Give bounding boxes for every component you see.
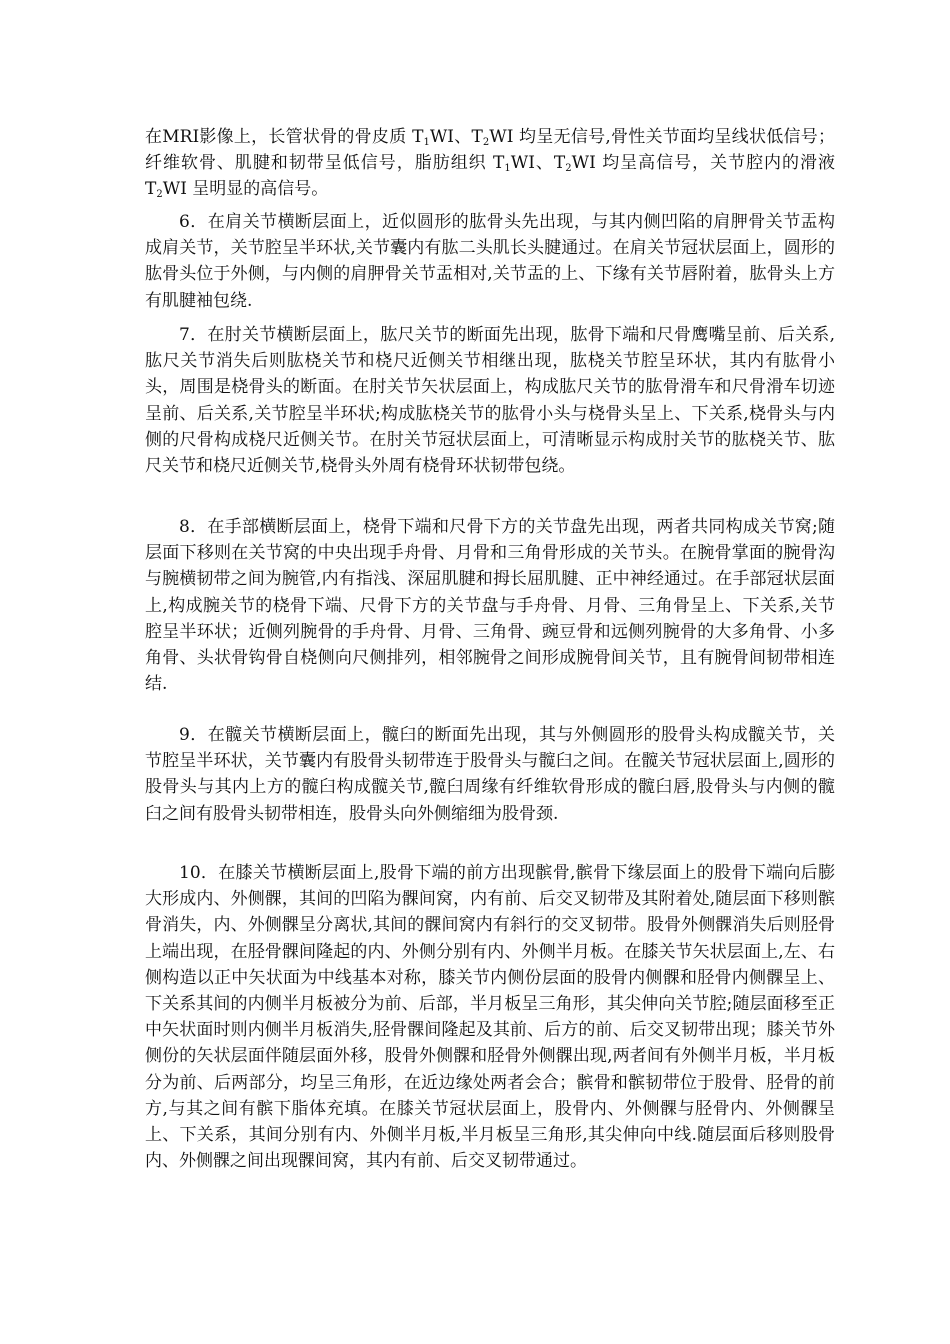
paragraph-mri-intro — [145, 124, 835, 203]
paragraph-text: 8．在手部横断层面上，桡骨下端和尺骨下方的关节盘先出现，两者共同构成关节窝;随层面下移则在关节窝的中央出现手舟骨、月骨和三角骨形成的关节头。在腕骨掌面的腕骨沟与腕横韧带之间为腕管,内有指浅、深屈肌腱和拇长屈肌腱、正中神经通过。在手部冠状层面上,构成腕关节的桡骨下端、尺骨下方的关节盘与手舟骨、月骨、三角骨呈上、下关系,关节腔呈半环状；近侧列腕骨的手舟骨、月骨、三角骨、豌豆骨和远侧列腕骨的大多角骨、小多角骨、头状骨钩骨自桡侧向尺侧排列，相邻腕骨之间形成腕骨间关节，且有腕骨间韧带相连结. — [145, 517, 835, 695]
paragraph-knee — [145, 860, 835, 1174]
text-run: 在MRI影像上，长管状骨的骨皮质 T — [145, 127, 424, 147]
subscript: 2 — [156, 189, 163, 201]
text-run: WI 均呈无信号,骨性关节面均呈线状低信号；纤维软骨、肌腱和韧带呈低信号，脂肪组织 T — [145, 127, 835, 174]
paragraph-hand — [145, 514, 835, 697]
paragraph-shoulder — [145, 209, 835, 314]
paragraph-text: 10．在膝关节横断层面上,股骨下端的前方出现髌骨,髌骨下缘层面上的股骨下端向后膨大形成内、外侧髁，其间的凹陷为髁间窝，内有前、后交叉韧带及其附着处,随层面下移则髌骨消失，内、外侧髁呈分离状,其间的髁间窝内有斜行的交叉韧带。股骨外侧髁消失后则胫骨上端出现，在胫骨髁间隆起的内、外侧分别有内、外侧半月板。在膝关节矢状层面上,左、右侧构造以正中矢状面为中线基本对称，膝关节内侧份层面的股骨内侧髁和胫骨内侧髁呈上、下关系其间的内侧半月板被分为前、后部，半月板呈三角形，其尖伸向关节腔;随层面移至正中矢状面时则内侧半月板消失,胫骨髁间隆起及其前、后方的前、后交叉韧带出现；膝关节外侧份的矢状层面伴随层面外移，股骨外侧髁和胫骨外侧髁出现,两者间有外侧半月板，半月板分为前、后两部分，均呈三角形，在近边缘处两者会合；髌骨和髌韧带位于股骨、胫骨的前方,与其之间有髌下脂体充填。在膝关节冠状层面上，股骨内、外侧髁与胫骨内、外侧髁呈上、下关系，其间分别有内、外侧半月板,半月板呈三角形,其尖伸向中线.随层面后移则股骨内、外侧髁之间出现髁间窝，其内有前、后交叉韧带通过。 — [145, 863, 835, 1172]
subscript: 2 — [565, 163, 572, 175]
subscript: 2 — [482, 137, 490, 148]
subscript: 1 — [423, 137, 430, 148]
paragraph-text: 6．在肩关节横断层面上，近似圆形的肱骨头先出现，与其内侧凹陷的肩胛骨关节盂构成肩关节，关节腔呈半环状,关节囊内有肱二头肌长头腱通过。在肩关节冠状层面上，圆形的肱骨头位于外侧，与内侧的肩胛骨关节盂相对,关节盂的上、下缘有关节唇附着，肱骨头上方有肌腱袖包绕. — [145, 212, 835, 311]
paragraph-hip — [145, 722, 835, 827]
text-run: WI、T — [429, 127, 483, 147]
paragraph-text: 7．在肘关节横断层面上，肱尺关节的断面先出现，肱骨下端和尺骨鹰嘴呈前、后关系,肱尺关节消失后则肱桡关节和桡尺近侧关节相继出现，肱桡关节腔呈环状，其内有肱骨小头，周围是桡骨头的断面。在肘关节矢状层面上，构成肱尺关节的肱骨滑车和尺骨滑车切迹呈前、后关系,关节腔呈半环状;构成肱桡关节的肱骨小头与桡骨头呈上、下关系,桡骨头与内侧的尺骨构成桡尺近侧关节。在肘关节冠状层面上，可清晰显示构成肘关节的肱桡关节、肱尺关节和桡尺近侧关节,桡骨头外周有桡骨环状韧带包绕。 — [145, 325, 835, 477]
text-run: WI、T — [510, 153, 566, 174]
paragraph-elbow — [145, 322, 835, 479]
subscript: 1 — [504, 163, 511, 175]
paragraph-text: 9．在髋关节横断层面上，髋臼的断面先出现，其与外侧圆形的股骨头构成髋关节，关节腔呈半环状，关节囊内有股骨头韧带连于股骨头与髋臼之间。在髋关节冠状层面上,圆形的股骨头与其内上方的髋臼构成髋关节,髋臼周缘有纤维软骨形成的髋臼唇,股骨头与内侧的髋臼之间有股骨头韧带相连，股骨头向外侧缩细为股骨颈. — [145, 725, 835, 824]
text-run: WI 呈明显的高信号。 — [162, 179, 329, 200]
text-run: WI 均呈高信号，关节腔内的滑液 T — [145, 153, 836, 200]
